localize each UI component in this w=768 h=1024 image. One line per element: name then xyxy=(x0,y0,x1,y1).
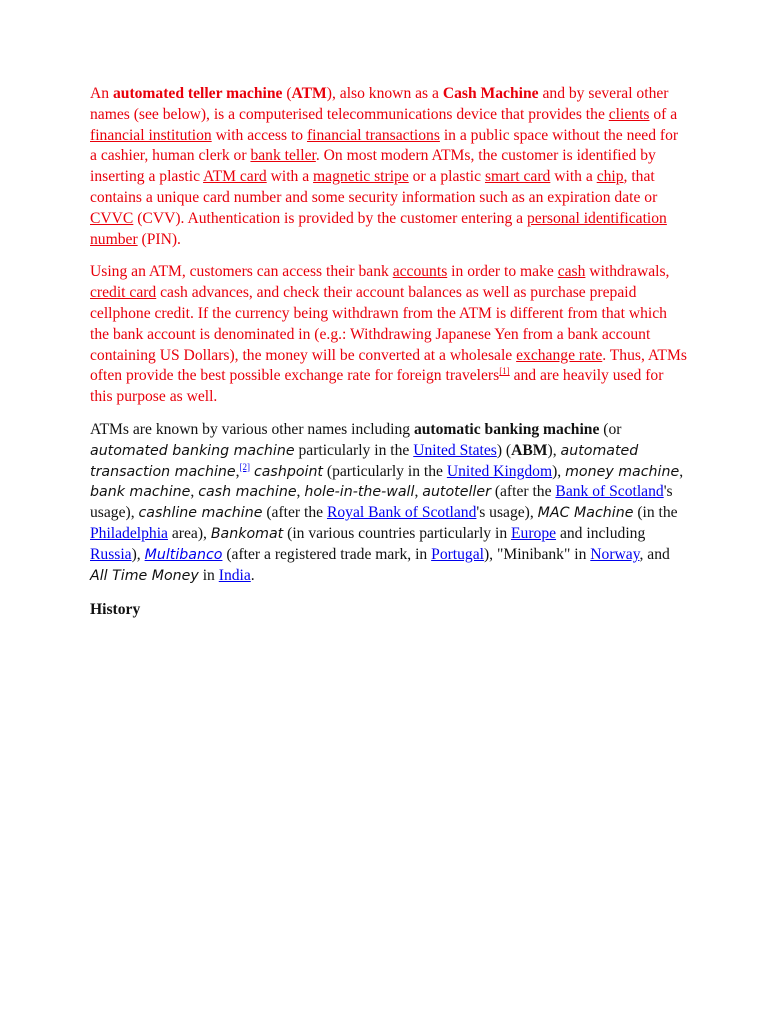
link-cvvc[interactable]: CVVC xyxy=(90,209,134,227)
text: (particularly in the xyxy=(323,462,447,480)
text: Using an ATM, customers can access their bank xyxy=(90,263,393,281)
term-cash-machine: Cash Machine xyxy=(442,85,539,102)
term-atm: ATM xyxy=(291,85,327,102)
link-personal-identification-number[interactable]: personal identification number xyxy=(90,209,667,248)
text: ATMs are known by various other names including xyxy=(90,420,414,438)
text: 's usage), xyxy=(90,483,673,522)
term-automatic-banking-machine: automatic banking machine xyxy=(413,420,600,438)
link-philadelphia[interactable]: Philadelphia xyxy=(90,524,168,542)
link-united-states[interactable]: United States xyxy=(413,441,497,459)
link-exchange-rate[interactable]: exchange rate xyxy=(516,346,603,364)
text: cash advances, and check their account balances as well as purchase prepaid cellphone credit. If the currency being withdrawn from the ATM is different from that which the bank account is denominated in (e.g.: Withdrawing Japanese Yen from a bank account containing US Dollars), the money will be converted at a wholesale xyxy=(90,284,667,364)
term-cash-machine-italic: cash machine xyxy=(198,484,297,501)
term-bankomat: Bankomat xyxy=(210,525,284,542)
section-heading-history: History xyxy=(90,601,141,619)
text: ), xyxy=(547,441,561,459)
text: (or xyxy=(599,420,622,438)
text: ), also known as a xyxy=(326,85,443,102)
link-financial-transactions[interactable]: financial transactions xyxy=(306,126,440,144)
text: and are heavily used for this purpose as well. xyxy=(90,367,664,406)
term-mac-machine: MAC Machine xyxy=(537,505,634,522)
document-body xyxy=(90,84,688,633)
text: ), "Minibank" in xyxy=(483,545,591,563)
link-financial-institution[interactable]: financial institution xyxy=(90,126,212,144)
text: , that contains a unique card number and some security information such as an expiration date or xyxy=(90,168,658,206)
link-magnetic-stripe[interactable]: magnetic stripe xyxy=(313,168,409,186)
text: . On most modern ATMs, the customer is identified by inserting a plastic xyxy=(90,147,656,186)
text: withdrawals, xyxy=(585,263,670,281)
text: An xyxy=(90,85,113,102)
text: (in the xyxy=(633,504,678,522)
paragraph-usage xyxy=(90,262,688,408)
text: (after a registered trade mark, in xyxy=(222,545,432,563)
text: ) ( xyxy=(496,441,512,459)
text: ), xyxy=(131,545,145,563)
text: (after the xyxy=(490,483,556,501)
link-united-kingdom[interactable]: United Kingdom xyxy=(446,462,553,480)
term-cashpoint: cashpoint xyxy=(253,463,323,480)
text: and by several other names (see below), is a computerised telecommunications device that provides the xyxy=(90,85,669,123)
link-multibanco[interactable] xyxy=(145,546,223,563)
text: ( xyxy=(282,85,292,102)
text: with a xyxy=(550,168,597,186)
text: , xyxy=(296,483,305,501)
term-automated-teller-machine: automated teller machine xyxy=(112,85,283,102)
link-clients[interactable]: clients xyxy=(608,105,650,123)
term-automated-banking-machine: automated banking machine xyxy=(90,442,295,459)
text: . xyxy=(250,566,255,584)
text: (after the xyxy=(262,504,327,522)
term-cashline-machine: cashline machine xyxy=(138,505,263,522)
link-smart-card[interactable]: smart card xyxy=(484,168,551,186)
text: ), xyxy=(552,462,566,480)
text: or a plastic xyxy=(408,168,485,186)
text: in order to make xyxy=(447,263,558,281)
text: of a xyxy=(649,105,678,123)
link-multibanco-label: Multibanco xyxy=(144,546,223,563)
text: in a public space without the need for a cashier, human clerk or xyxy=(90,126,679,165)
text: (PIN). xyxy=(137,230,181,248)
text: , xyxy=(414,483,423,501)
text: , and xyxy=(639,545,670,563)
link-chip[interactable]: chip xyxy=(596,168,624,186)
link-russia[interactable]: Russia xyxy=(90,545,132,563)
link-royal-bank-of-scotland[interactable]: Royal Bank of Scotland xyxy=(326,504,477,522)
reference-1-link[interactable]: [1] xyxy=(499,366,510,377)
text: with access to xyxy=(211,126,307,144)
link-india[interactable]: India xyxy=(218,566,251,584)
reference-2-link[interactable]: [2] xyxy=(239,461,251,472)
link-cash[interactable]: cash xyxy=(557,263,586,281)
text: area), xyxy=(167,524,211,542)
term-money-machine: money machine xyxy=(565,463,680,480)
text: , xyxy=(190,483,199,501)
term-autoteller: autoteller xyxy=(422,484,491,501)
text: in xyxy=(198,566,219,584)
paragraph-intro xyxy=(90,84,688,250)
text: with a xyxy=(266,168,314,186)
term-abm: ABM xyxy=(511,441,548,459)
link-europe[interactable]: Europe xyxy=(511,524,557,542)
text: (in various countries particularly in xyxy=(283,524,512,542)
link-atm-card[interactable]: ATM card xyxy=(203,168,267,186)
text: particularly in the xyxy=(294,441,414,459)
text: , xyxy=(235,462,240,480)
paragraph-names xyxy=(90,420,688,586)
term-all-time-money: All Time Money xyxy=(90,567,199,584)
link-portugal[interactable]: Portugal xyxy=(431,545,484,563)
link-bank-of-scotland[interactable]: Bank of Scotland xyxy=(555,483,664,501)
term-bank-machine: bank machine xyxy=(90,484,191,501)
text: 's usage), xyxy=(476,504,538,522)
link-accounts[interactable]: accounts xyxy=(392,263,448,281)
text: , xyxy=(679,462,684,480)
link-bank-teller[interactable]: bank teller xyxy=(250,147,316,165)
text: (CVV). Authentication is provided by the customer entering a xyxy=(133,209,527,227)
text: . Thus, ATMs often provide the best possible exchange rate for foreign travelers xyxy=(90,346,687,385)
term-automated-transaction-machine: automated transaction machine xyxy=(90,442,639,480)
text: and including xyxy=(556,524,646,542)
link-norway[interactable]: Norway xyxy=(590,545,640,563)
term-hole-in-the-wall: hole-in-the-wall xyxy=(304,484,415,501)
link-credit-card[interactable]: credit card xyxy=(90,284,157,302)
